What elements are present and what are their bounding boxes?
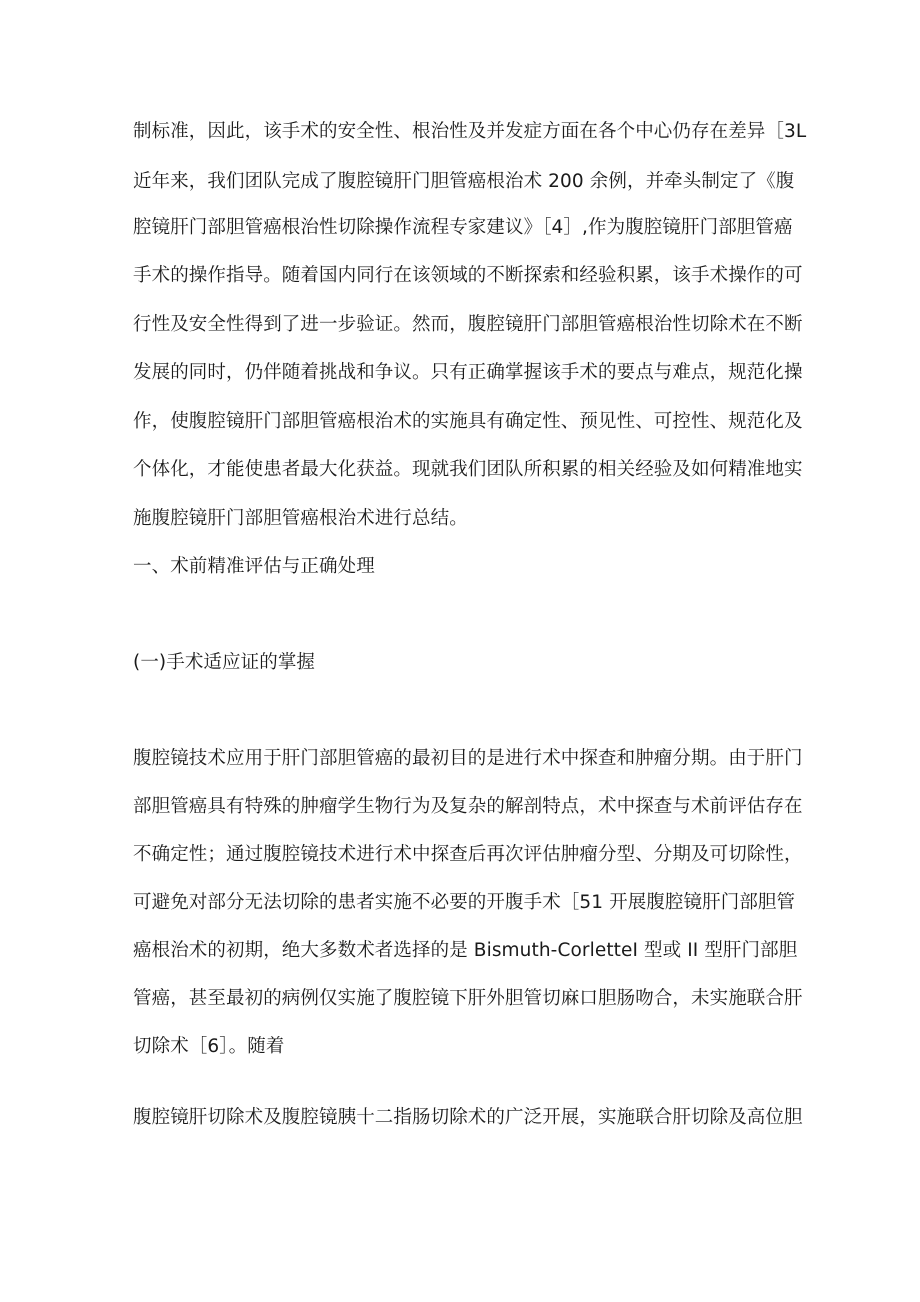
text-line: 癌根治术的初期，绝大多数术者选择的是 Bismuth-CorletteI 型或 II 型肝门部胆	[133, 940, 798, 961]
text-line: 不确定性；通过腹腔镜技术进行术中探查后再次评估肿瘤分型、分期及可切除性，	[133, 844, 803, 865]
subsection-heading: (一)手术适应证的掌握	[133, 652, 316, 673]
text-line: 行性及安全性得到了进一步验证。然而，腹腔镜肝门部胆管癌根治性切除术在不断	[133, 314, 803, 335]
text-line: 近年来，我们团队完成了腹腔镜肝门胆管癌根治术 200 余例，并牵头制定了《腹	[133, 171, 795, 192]
text-line: 腹腔镜技术应用于肝门部胆管癌的最初目的是进行术中探查和肿瘤分期。由于肝门	[133, 748, 803, 769]
text-line: 个体化，才能使患者最大化获益。现就我们团队所积累的相关经验及如何精准地实	[133, 459, 803, 480]
text-line: 手术的操作指导。随着国内同行在该领域的不断探索和经验积累，该手术操作的可	[133, 265, 803, 286]
text-line: 部胆管癌具有特殊的肿瘤学生物行为及复杂的解剖特点，术中探查与术前评估存在	[133, 796, 803, 817]
text-line: 切除术［6］。随着	[133, 1036, 285, 1057]
text-line: 制标准，因此，该手术的安全性、根治性及并发症方面在各个中心仍存在差异［3L	[133, 121, 807, 142]
text-line: 腔镜肝门部胆管癌根治性切除操作流程专家建议》［4］,作为腹腔镜肝门部胆管癌	[133, 217, 793, 238]
text-line: 作，使腹腔镜肝门部胆管癌根治术的实施具有确定性、预见性、可控性、规范化及	[133, 411, 803, 432]
text-line: 可避免对部分无法切除的患者实施不必要的开腹手术［51 开展腹腔镜肝门部胆管	[133, 892, 796, 913]
section-heading: 一、术前精准评估与正确处理	[133, 556, 375, 577]
text-line: 施腹腔镜肝门部胆管癌根治术进行总结。	[133, 508, 468, 529]
text-line: 管癌，甚至最初的病例仅实施了腹腔镜下肝外胆管切麻口胆肠吻合，未实施联合肝	[133, 988, 803, 1009]
text-line: 发展的同时，仍伴随着挑战和争议。只有正确掌握该手术的要点与难点，规范化操	[133, 362, 803, 383]
text-line: 腹腔镜肝切除术及腹腔镜胰十二指肠切除术的广泛开展，实施联合肝切除及高位胆	[133, 1107, 803, 1128]
